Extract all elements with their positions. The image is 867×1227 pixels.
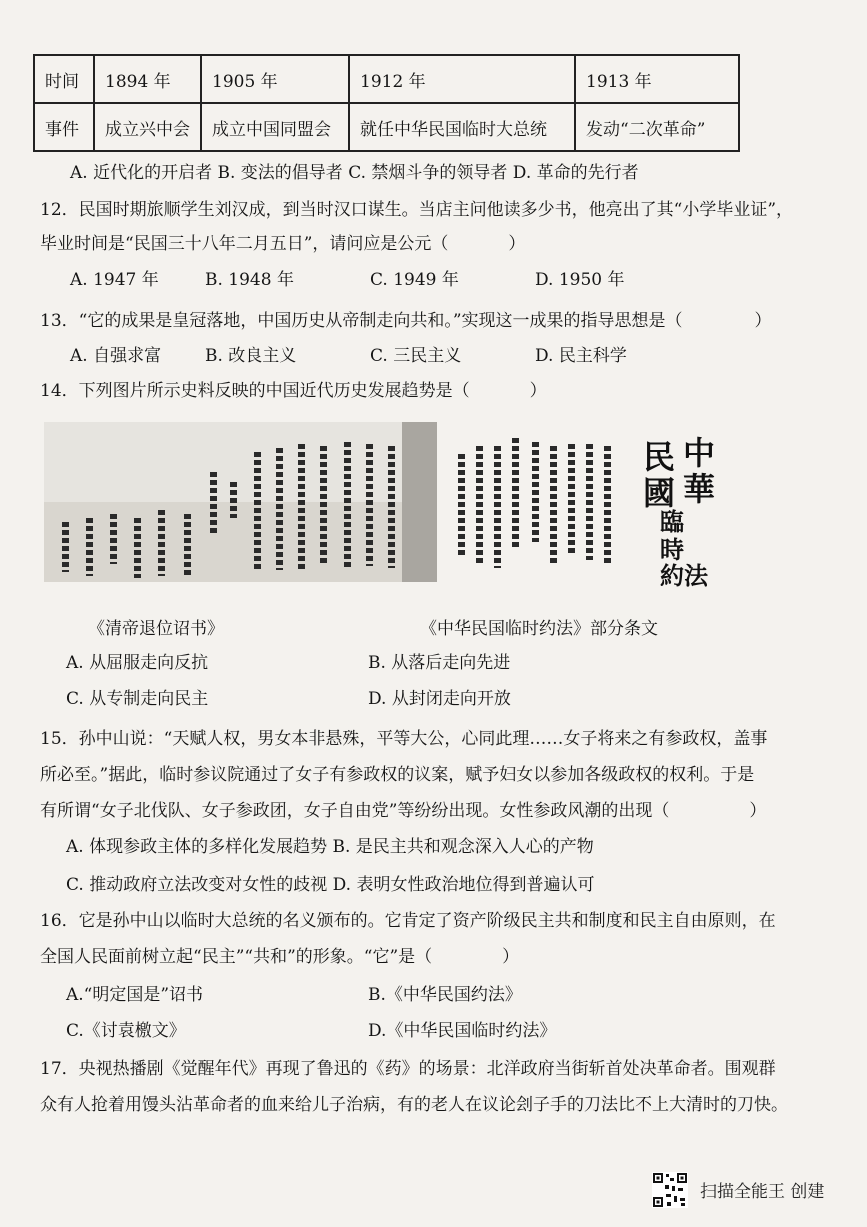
seal-char: 民 <box>643 438 676 476</box>
q13-option-b: B. 改良主义 <box>205 346 297 366</box>
q13-line1: 13．“它的成果是皇冠落地，中国历史从帝制走向共和。”实现这一成果的指导思想是（ ） <box>40 311 772 331</box>
table-row <box>34 103 739 151</box>
q13-option-c: C. 三民主义 <box>370 346 462 366</box>
q12-line1: 12．民国时期旅顺学生刘汉成，到当时汉口谋生。当店主问他读多少书，他亮出了其“小学毕业证”， <box>40 200 794 220</box>
q12-option-d: D. 1950 年 <box>535 270 625 290</box>
seal-char: 臨 <box>660 507 684 536</box>
seal-char: 時 <box>660 535 684 564</box>
seal-char: 法 <box>684 561 708 590</box>
q16-option-a: A.“明定国是”诏书 <box>66 985 204 1005</box>
q17-line2: 众有人抢着用馒头沾革命者的血来给儿子治病，有的老人在议论刽子手的刀法比不上大清时的刀快。 <box>40 1095 788 1115</box>
table-cell: 1905 年 <box>201 55 349 103</box>
table-cell: 事件 <box>34 103 94 151</box>
q11-options: A. 近代化的开启者 B. 变法的倡导者 C. 禁烟斗争的领导者 D. 革命的先行者 <box>70 163 639 183</box>
q16-line1: 16．它是孙中山以临时大总统的名义颁布的。它肯定了资产阶级民主共和制度和民主自由原则，在 <box>40 911 776 931</box>
seal-char: 約 <box>660 561 684 590</box>
q14-option-a: A. 从屈服走向反抗 <box>66 653 209 673</box>
q17-line1: 17．央视热播剧《觉醒年代》再现了鲁迅的《药》的场景：北洋政府当街斩首处决革命者。围观群 <box>40 1059 776 1079</box>
table-cell: 发动“二次革命” <box>575 103 739 151</box>
q12-line2: 毕业时间是“民国三十八年二月五日”，请问应是公元（ ） <box>40 234 526 254</box>
timeline-table <box>33 54 740 152</box>
q15-options-ab: A. 体现参政主体的多样化发展趋势 B. 是民主共和观念深入人心的产物 <box>66 837 594 857</box>
table-cell: 时间 <box>34 55 94 103</box>
qr-code-icon <box>652 1172 688 1208</box>
q15-line3: 有所谓“女子北伐队、女子参政团，女子自由党”等纷纷出现。女性参政风潮的出现（ ） <box>40 801 767 821</box>
q13-option-a: A. 自强求富 <box>70 346 162 366</box>
q14-option-d: D. 从封闭走向开放 <box>368 689 511 709</box>
q16-option-c: C.《讨袁檄文》 <box>66 1021 186 1041</box>
q14-line1: 14．下列图片所示史料反映的中国近代历史发展趋势是（ ） <box>40 381 547 401</box>
seal-char: 華 <box>683 470 716 508</box>
q16-line2: 全国人民面前树立起“民主”“共和”的形象。“它”是（ ） <box>40 947 520 967</box>
seal-char: 中 <box>683 434 716 472</box>
q16-option-b: B.《中华民国约法》 <box>368 985 522 1005</box>
q12-option-a: A. 1947 年 <box>70 270 159 290</box>
q14-option-b: B. 从落后走向先进 <box>368 653 511 673</box>
q12-option-c: C. 1949 年 <box>370 270 459 290</box>
table-cell: 1912 年 <box>349 55 575 103</box>
q13-option-d: D. 民主科学 <box>535 346 627 366</box>
caption-right: 《中华民国临时约法》部分条文 <box>420 619 658 639</box>
table-cell: 就任中华民国临时大总统 <box>349 103 575 151</box>
q15-line1: 15．孙中山说：“天赋人权，男女本非悬殊，平等大公，心同此理……女子将来之有参政权，盖事 <box>40 729 768 749</box>
provisional-constitution-image <box>452 424 617 580</box>
table-cell: 1894 年 <box>94 55 201 103</box>
q12-option-b: B. 1948 年 <box>205 270 294 290</box>
q15-line2: 所必至。”据此，临时参议院通过了女子有参政权的议案，赋予妇女以参加各级政权的权利。于是 <box>40 765 755 785</box>
q16-option-d: D.《中华民国临时约法》 <box>368 1021 557 1041</box>
scanner-watermark: 扫描全能王 创建 <box>700 1182 825 1202</box>
caption-left: 《清帝退位诏书》 <box>88 619 224 639</box>
table-row <box>34 55 739 103</box>
q15-options-cd: C. 推动政府立法改变对女性的歧视 D. 表明女性政治地位得到普遍认可 <box>66 875 595 895</box>
table-cell: 成立兴中会 <box>94 103 201 151</box>
table-cell: 成立中国同盟会 <box>201 103 349 151</box>
table-cell: 1913 年 <box>575 55 739 103</box>
qing-abdication-edict-image <box>44 422 437 582</box>
seal-char: 國 <box>643 474 676 512</box>
q14-option-c: C. 从专制走向民主 <box>66 689 209 709</box>
